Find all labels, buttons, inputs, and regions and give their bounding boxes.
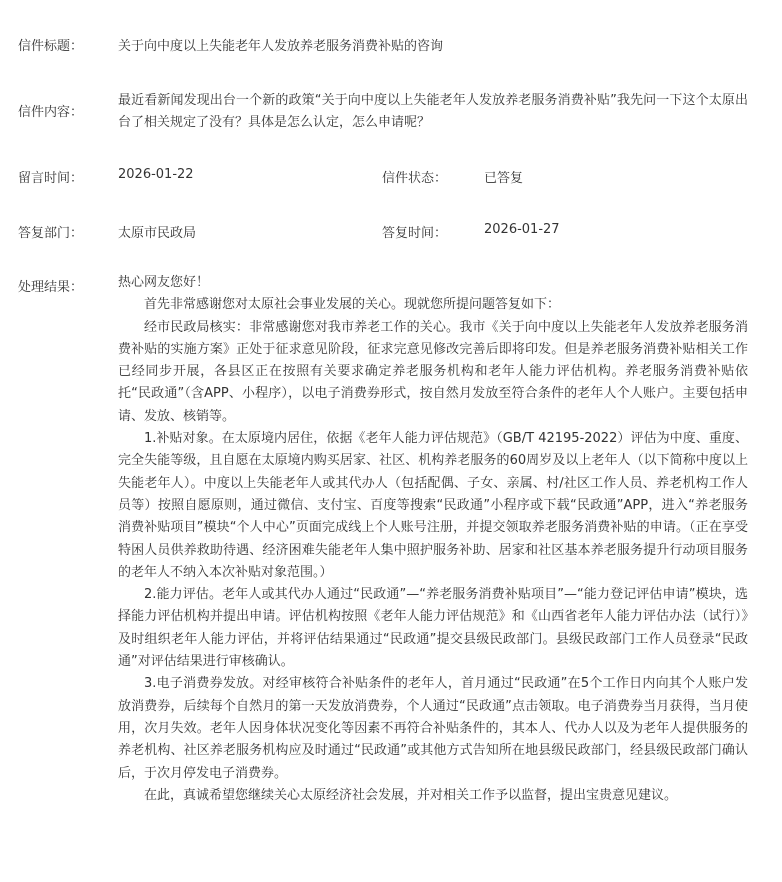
message-time: 2026-01-22 — [118, 167, 194, 182]
letter-title: 关于向中度以上失能老年人发放养老服务消费补贴的咨询 — [118, 39, 444, 54]
reply-body — [118, 272, 748, 807]
letter-title-label: 信件标题： — [18, 39, 84, 54]
letter-content-text: 最近看新闻发现出台一个新的政策“关于向中度以上失能老年人发放养老服务消费补贴”我先问一下这个太原出台了相关规定了没有？具体是怎么认定，怎么申请呢？ — [118, 93, 748, 130]
reply-paragraph-voucher: 3.电子消费券发放。对经审核符合补贴条件的老年人，首月通过“民政通”在5个工作日内向其个人账户发放消费券，后续每个自然月的第一天发放消费券，个人通过“民政通”点击领取。电子消费券当月获得，当月使用，次月失效。老年人因身体状况变化等因素不再符合补贴条件的，其本人、代办人以及为老年人提供服务的养老机构、社区养老服务机构应及时通过“民政通”或其他方式告知所在地县级民政部门，经县级民政部门确认后，于次月停发电子消费券。 — [118, 676, 748, 781]
status-label: 信件状态： — [382, 171, 448, 186]
reply-paragraph-intro: 首先非常感谢您对太原社会事业发展的关心。现就您所提问题答复如下： — [144, 297, 561, 313]
reply-paragraph-subsidy-target: 1.补贴对象。在太原境内居住，依据《老年人能力评估规范》（GB/T 42195-2022）评估为中度、重度、完全失能等级，且自愿在太原境内购买居家、社区、机构养老服务的60周岁及以上老年人（以下简称中度以上失能老年人）。中度以上失能老年人或其代办人（包括配偶、子女、亲属、村/社区工作人员、养老机构工作人员等）按照自愿原则，通过微信、支付宝、百度等搜索“民政通”小程序或下载“民政通”APP，进入“养老服务消费补贴项目”模块“个人中心”页面完成线上个人账号注册，并提交领取养老服务消费补贴的申请。（正在享受特困人员供养救助待遇、经济困难失能老年人集中照护服务补助、居家和社区基本养老服务提升行动项目服务的老年人不纳入本次补贴对象范围。） — [118, 431, 748, 580]
reply-dept: 太原市民政局 — [118, 226, 197, 241]
reply-time: 2026-01-27 — [484, 222, 560, 237]
letter-content — [118, 90, 748, 134]
status-value: 已答复 — [484, 171, 524, 186]
result-label: 处理结果： — [18, 280, 84, 295]
message-time-label: 留言时间： — [18, 171, 84, 186]
reply-paragraph-closing: 在此，真诚希望您继续关心太原经济社会发展，并对相关工作予以监督，提出宝贵意见建议。 — [144, 787, 678, 803]
letter-content-label: 信件内容： — [18, 105, 84, 120]
reply-time-label: 答复时间： — [382, 226, 448, 241]
reply-dept-label: 答复部门： — [18, 226, 84, 241]
reply-greeting: 热心网友您好！ — [118, 275, 210, 290]
reply-paragraph-verification: 经市民政局核实：非常感谢您对我市养老工作的关心。我市《关于向中度以上失能老年人发放养老服务消费补贴的实施方案》正处于征求意见阶段，征求完意见修改完善后即将印发。但是养老服务消费补贴相关工作已经同步开展，各县区正在按照有关要求确定养老服务机构和老年人能力评估机构。养老服务消费补贴依托“民政通”（含APP、小程序），以电子消费券形式，按自然月发放至符合条件的老年人个人账户。主要包括申请、发放、核销等。 — [118, 319, 748, 424]
reply-paragraph-assessment: 2.能力评估。老年人或其代办人通过“民政通”—“养老服务消费补贴项目”—“能力登记评估申请”模块，选择能力评估机构并提出申请。评估机构按照《老年人能力评估规范》和《山西省老年人能力评估办法（试行）》及时组织老年人能力评估，并将评估结果通过“民政通”提交县级民政部门。县级民政部门工作人员登录“民政通”对评估结果进行审核确认。 — [118, 587, 748, 670]
